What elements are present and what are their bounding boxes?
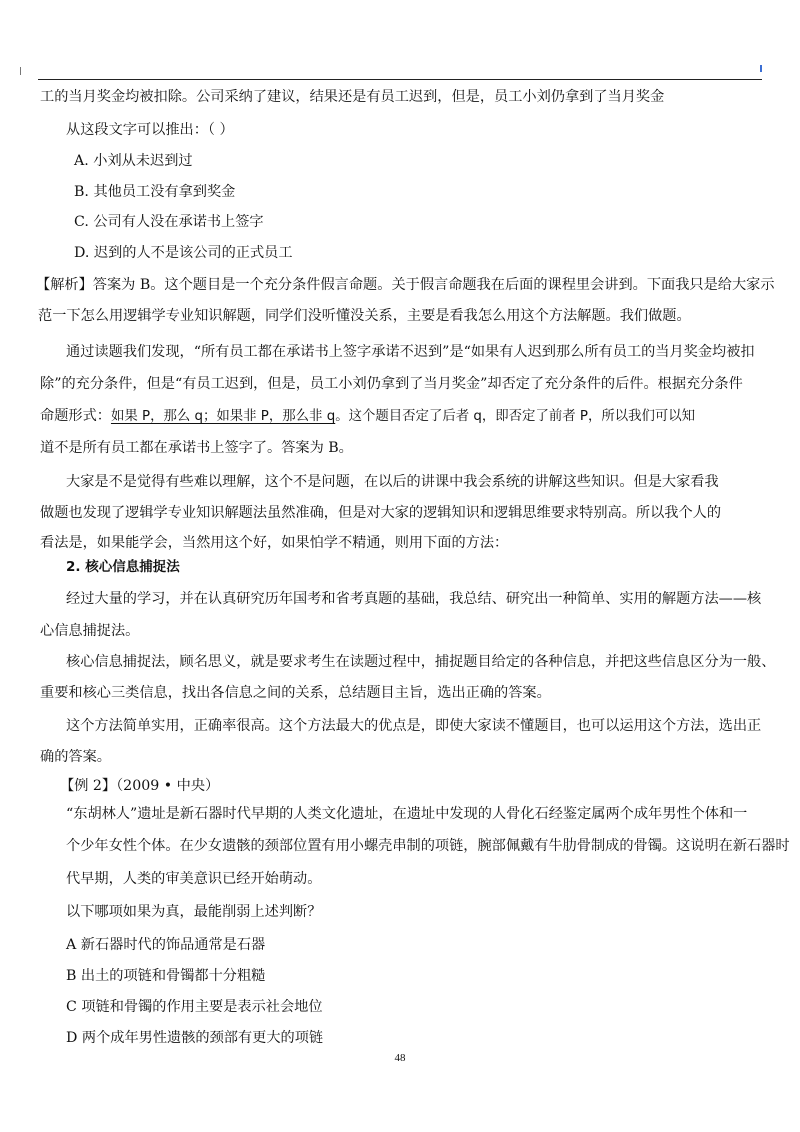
formula-line <box>40 406 695 427</box>
header-margin-mark-right <box>760 65 762 72</box>
option-d: D. 迟到的人不是该公司的正式员工 <box>74 245 293 261</box>
analysis-paragraph-line: 除”的充分条件，但是“有员工迟到，但是，员工小刘仍拿到了当月奖金”却否定了充分条件的后件。根据充分条件 <box>40 376 743 392</box>
paragraph-line: 做题也发现了逻辑学专业知识解题法虽然准确，但是对大家的逻辑知识和逻辑思维要求特别高。所以我个人的 <box>40 505 722 521</box>
header-margin-mark-left <box>20 67 21 75</box>
page-number: 48 <box>394 1052 406 1064</box>
example-option-d: D 两个成年男性遗骸的颈部有更大的项链 <box>66 1030 324 1046</box>
option-b: B. 其他员工没有拿到奖金 <box>74 184 236 200</box>
paragraph-line: 经过大量的学习，并在认真研究历年国考和省考真题的基础，我总结、研究出一种简单、实用的解题方法——核 <box>66 591 762 607</box>
example-option-c: C 项链和骨镯的作用主要是表示社会地位 <box>66 999 323 1015</box>
option-a: A. 小刘从未迟到过 <box>74 153 193 169</box>
paragraph-line: 大家是不是觉得有些难以理解，这个不是问题，在以后的讲课中我会系统的讲解这些知识。但是大家看我 <box>66 474 719 490</box>
example-option-b: B 出土的项链和骨镯都十分粗糙 <box>66 968 266 984</box>
example-text-line: “东胡林人”遗址是新石器时代早期的人类文化遗址，在遗址中发现的人骨化石经鉴定属两个成年男性个体和一 <box>66 806 748 822</box>
formula-conclusion: 。这个题目否定了后者 q，即否定了前者 P，所以我们可以知 <box>335 409 696 424</box>
formula-underlined: 如果 P，那么 q；如果非 P，那么非 q <box>110 409 336 424</box>
paragraph-line: 核心信息捕捉法，顾名思义，就是要求考生在读题过程中，捕捉题目给定的各种信息，并把这些信息区分为一般、 <box>66 654 776 670</box>
example-text-line: 个少年女性个体。在少女遗骸的颈部位置有用小螺壳串制的项链，腕部佩戴有牛肋骨制成的骨镯。这说明在新石器时 <box>66 838 790 854</box>
example-question: 以下哪项如果为真，最能削弱上述判断？ <box>66 904 322 920</box>
analysis-line: 【解析】答案为 B。这个题目是一个充分条件假言命题。关于假言命题我在后面的课程里会讲到。下面我只是给大家示 <box>36 277 775 293</box>
example-label: 【例 2】（2009 • 中央） <box>60 778 220 794</box>
example-option-a: A 新石器时代的饰品通常是石器 <box>66 937 266 953</box>
analysis-line: 范一下怎么用逻辑学专业知识解题，同学们没听懂没关系，主要是看我怎么用这个方法解题。我们做题。 <box>38 308 691 324</box>
paragraph-line: 重要和核心三类信息，找出各信息之间的关系，总结题目主旨，选出正确的答案。 <box>40 685 551 701</box>
option-c: C. 公司有人没在承诺书上签字 <box>74 214 264 230</box>
question-stem: 从这段文字可以推出：（ ） <box>66 122 234 138</box>
analysis-paragraph-line: 通过读题我们发现，“所有员工都在承诺书上签字承诺不迟到”是“如果有人迟到那么所有员工的当月奖金均被扣 <box>66 344 755 360</box>
paragraph-line: 看法是，如果能学会，当然用这个好，如果怕学不精通，则用下面的方法： <box>40 535 509 551</box>
example-text-line: 代早期，人类的审美意识已经开始萌动。 <box>66 871 322 887</box>
paragraph-line: 心信息捕捉法。 <box>40 623 140 639</box>
formula-label: 命题形式： <box>40 408 111 424</box>
analysis-paragraph-line: 道不是所有员工都在承诺书上签字了。答案为 B。 <box>40 440 353 456</box>
header-rule <box>38 79 762 80</box>
text-line: 工的当月奖金均被扣除。公司采纳了建议，结果还是有员工迟到，但是，员工小刘仍拿到了当月奖金 <box>40 89 665 105</box>
paragraph-line: 确的答案。 <box>40 749 111 765</box>
paragraph-line: 这个方法简单实用，正确率很高。这个方法最大的优点是，即使大家读不懂题目，也可以运用这个方法，选出正 <box>66 718 762 734</box>
section-heading: 2. 核心信息捕捉法 <box>66 559 180 575</box>
